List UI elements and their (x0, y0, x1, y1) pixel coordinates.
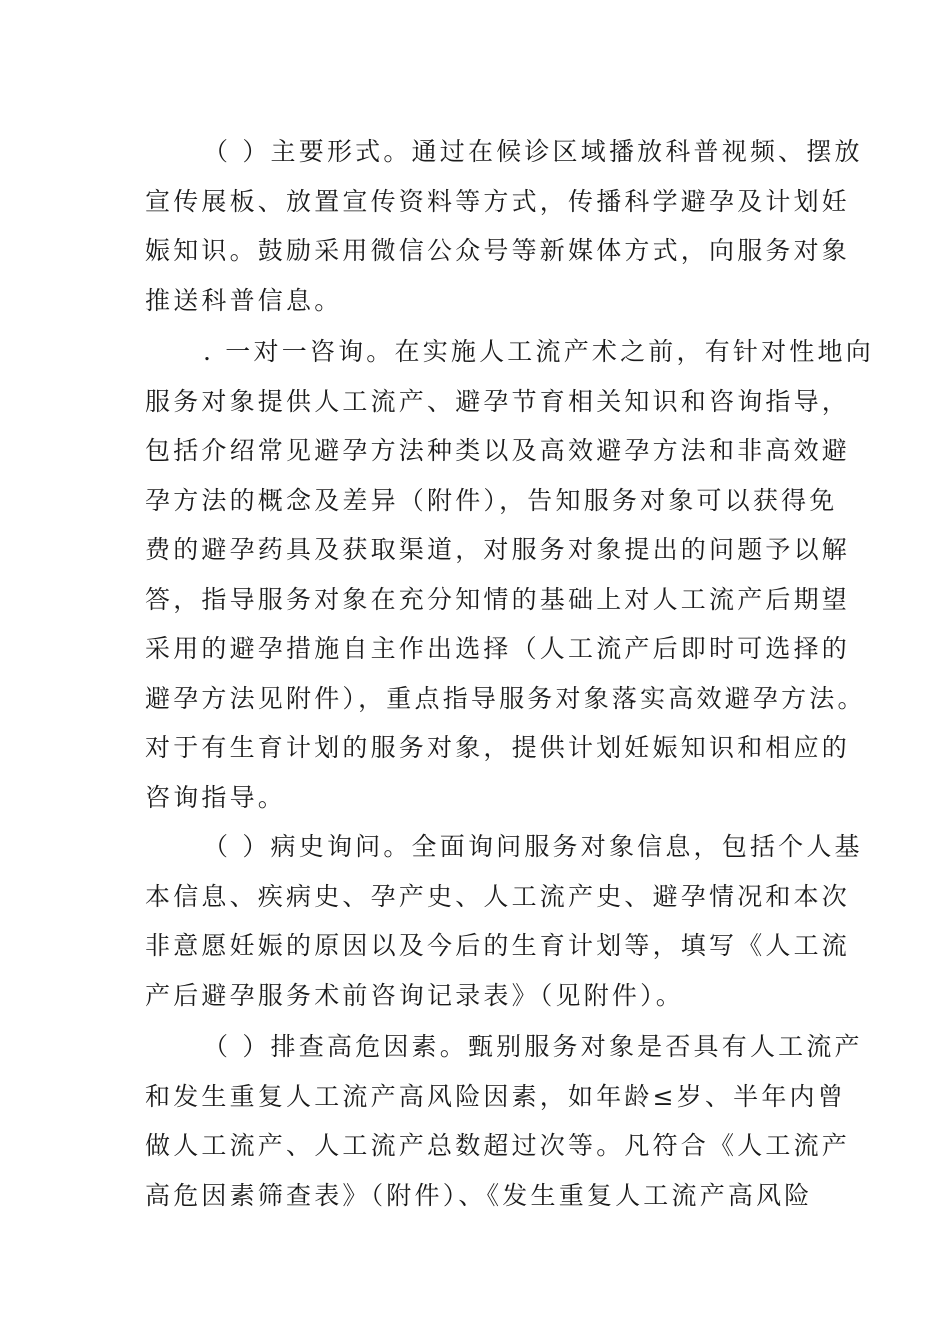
text-line: 服务对象提供人工流产、避孕节育相关知识和咨询指导， (145, 386, 851, 416)
text-line: 高危因素筛查表》（附件）、《发生重复人工流产高风险 (145, 1180, 813, 1210)
text-line: （ ）主要形式。通过在候诊区域播放科普视频、摆放 (203, 137, 863, 166)
text-line: 咨询指导。 (145, 782, 287, 812)
paragraph-risk-screening (145, 1022, 863, 1220)
text-line: 答，指导服务对象在充分知情的基础上对人工流产后期望 (145, 584, 851, 614)
paragraph-medical-history (145, 822, 863, 1020)
text-line: 采用的避孕措施自主作出选择（人工流产后即时可选择的 (145, 634, 851, 663)
text-line: 费的避孕药具及获取渠道，对服务对象提出的问题予以解 (145, 535, 851, 564)
paragraph-main-form (145, 127, 863, 325)
text-line: 宣传展板、放置宣传资料等方式，传播科学避孕及计划妊 (145, 186, 851, 216)
text-line: 娠知识。鼓励采用微信公众号等新媒体方式，向服务对象 (145, 236, 851, 265)
text-line: 避孕方法见附件），重点指导服务对象落实高效避孕方法。 (145, 683, 866, 713)
text-line: 包括介绍常见避孕方法种类以及高效避孕方法和非高效避 (145, 436, 851, 465)
text-line: 产后避孕服务术前咨询记录表》（见附件）。 (145, 980, 685, 1010)
text-line: 推送科普信息。 (145, 285, 343, 315)
text-line: 本信息、疾病史、孕产史、人工流产史、避孕情况和本次 (145, 881, 851, 911)
text-line: 对于有生育计划的服务对象，提供计划妊娠知识和相应的 (145, 733, 851, 762)
text-line: （ ）排查高危因素。甄别服务对象是否具有人工流产 (203, 1032, 863, 1061)
text-line: （ ）病史询问。全面询问服务对象信息，包括个人基 (203, 832, 863, 861)
paragraph-one-on-one-consultation (145, 327, 874, 822)
text-line: . 一对一咨询。在实施人工流产术之前，有针对性地向 (203, 337, 874, 366)
text-line: 和发生重复人工流产高风险因素，如年龄≤岁、半年内曾 (145, 1081, 846, 1111)
text-line: 非意愿妊娠的原因以及今后的生育计划等，填写《人工流 (145, 931, 851, 960)
text-line: 做人工流产、人工流产总数超过次等。凡符合《人工流产 (145, 1131, 851, 1160)
text-line: 孕方法的概念及差异（附件），告知服务对象可以获得免 (145, 485, 838, 515)
